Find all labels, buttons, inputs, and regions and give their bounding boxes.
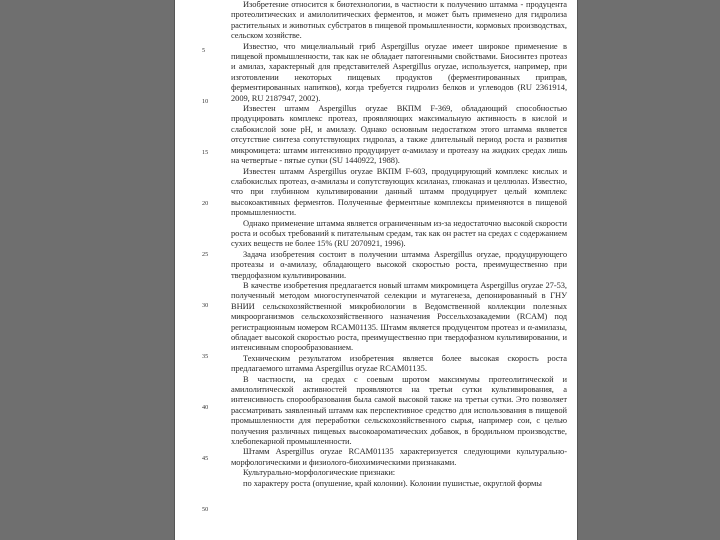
paragraph: Известен штамм Aspergillus oryzae ВКПМ F-603, продуцирующий комплекс кислых и слабокислых протеаз, α-амилазы и сопутствующих ксиланаз, глюканаз и целлюлаз. Известно, что при глубинном культивировании данный штамм продуцирует целый комплекс высокоактивных ферментов. Полученные ферментные комплексы применяются в пищевой промышленности.	[231, 165, 567, 218]
paragraph: Известно, что мицелиальный гриб Aspergillus oryzae имеет широкое применение в пищевой промышленности, так как не обладает патогенными свойствами. Биосинтез протеаз и амилаз, характерный для представителей Aspergillus oryzae, используется, например, при изготовлении некоторых пищевых продуктов (ферментированных приправ, ферментированных напитков), когда требуется гидролиз белков и углеводов (RU 2361914, 2009, RU 2187947, 2002).	[231, 40, 567, 103]
line-number: 30	[202, 302, 209, 309]
line-number: 20	[202, 200, 209, 207]
line-number: 40	[202, 404, 209, 411]
line-number: 45	[202, 455, 209, 462]
paragraph: Однако применение штамма является ограниченным из-за недостаточно высокой скорости роста и особых требований к питательным средам, так как он растет на средах с содержанием сухих веществ не более 15% (RU 2070921, 1996).	[231, 217, 567, 249]
paragraph: Задача изобретения состоит в получении штамма Aspergillus oryzae, продуцирующего протеазы и α-амилазу, обладающего высокой скоростью роста, преимущественно при твердофазном культивировании.	[231, 248, 567, 280]
line-number: 5	[202, 47, 206, 54]
line-number: 15	[202, 149, 209, 156]
paragraph: Известен штамм Aspergillus oryzae ВКПМ F-369, обладающий способностью продуцировать комплекс протеаз, проявляющих максимальную активность в кислой и слабокислой зоне рН, и амилазу. Однако основным недостатком этого штамма является отсутствие синтеза сопутствующих гидролаз, а также длительный период роста и развития микромицета: штамм интенсивно продуцирует α-амилазу и протеазу на жидких средах лишь на четвертые - пятые сутки (SU 1440922, 1988).	[231, 103, 567, 166]
paragraph: Изобретение относится к биотехнологии, в частности к получению штамма - продуцента протеолитических и амилолитических ферментов, и может быть применено для гидролиза растительных и животных субстратов в пищевой промышленности, кормовых производствах, сельском хозяйстве.	[231, 0, 567, 41]
document-page	[175, 0, 577, 540]
line-number: 35	[202, 353, 209, 360]
line-number: 25	[202, 251, 209, 258]
line-number-gutter	[175, 0, 229, 540]
document-body	[231, 0, 567, 488]
paragraph: Культурально-морфологические признаки:	[243, 467, 396, 478]
line-number: 50	[202, 506, 209, 513]
paragraph: В качестве изобретения предлагается новый штамм микромицета Aspergillus oryzae 27-53, полученный методом многоступенчатой селекции и мутагенеза, депонированный в ГНУ ВНИИ сельскохозяйственной микробиологии в Ведомственной коллекции полезных микроорганизмов сельскохозяйственного назначения Россельхозакадемии (RCAM) под регистрационным номером RCAM01135. Штамм является продуцентом протеаз и α-амилазы, обладает высокой скоростью роста, преимущественно при твердофазном культивировании, и интенсивным спорообразованием.	[231, 279, 567, 353]
line-number: 10	[202, 98, 209, 105]
paragraph: В частности, на средах с соевым шротом максимумы протеолитической и амилолитической активностей проявляются на третьи сутки культивирования, а интенсивность спорообразования была самой высокой также на третьи сутки. Это позволяет рассматривать заявленный штамм как перспективное средство для использования в пищевой промышленности для переработки сельскохозяйственного сырья, например сои, с целью получения различных пищевых высокоароматических добавок, в бродильном производстве, хлебопекарной промышленности.	[231, 373, 567, 447]
paragraph: Техническим результатом изобретения является более высокая скорость роста предлагаемого штамма Aspergillus oryzae RCAM01135.	[231, 352, 567, 374]
paragraph: по характеру роста (опушение, край колонии). Колонии пушистые, округлой формы	[243, 477, 542, 488]
paragraph: Штамм Aspergillus oryzae RCAM01135 характеризуется следующими культурально-морфологическими и физиолого-биохимическими признаками.	[231, 446, 567, 467]
